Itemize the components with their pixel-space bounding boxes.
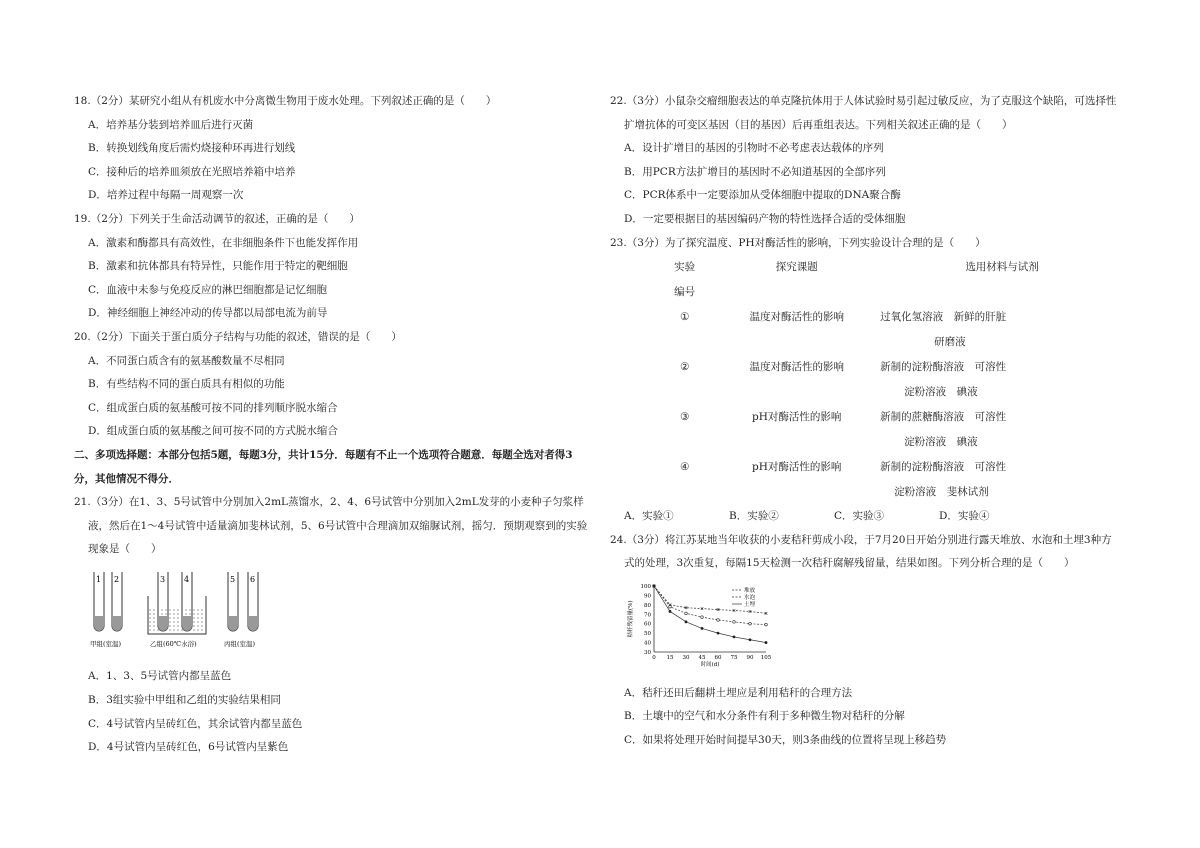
table-row-cont <box>650 330 1130 355</box>
tube-label-5: 5 <box>230 574 236 584</box>
q21-option-d: D．4号试管内呈砖红色，6号试管内呈紫色 <box>88 741 289 754</box>
tube-label-2: 2 <box>114 574 120 584</box>
data-point <box>749 622 752 625</box>
row4-materials-cont: 淀粉溶液 斐林试剂 <box>894 486 989 499</box>
data-point <box>669 610 672 613</box>
tube-1 <box>94 572 104 631</box>
tube-label-3: 3 <box>160 574 166 584</box>
header-no-sub: 编号 <box>674 286 696 299</box>
row3-materials-cont: 淀粉溶液 碘液 <box>904 436 978 449</box>
y-tick-label: 50 <box>644 631 651 638</box>
q19-option-a: A．激素和酶都具有高效性，在非细胞条件下也能发挥作用 <box>88 236 359 249</box>
x-tick-label: 105 <box>760 654 772 661</box>
group-label-3: 丙组(室温) <box>224 639 256 648</box>
water-bath <box>148 596 206 634</box>
q19-option-b: B．激素和抗体都具有特异性，只能作用于特定的靶细胞 <box>88 260 348 273</box>
data-point <box>733 635 736 638</box>
row1-topic: 温度对酶活性的影响 <box>749 311 844 324</box>
data-point <box>717 619 720 622</box>
row1-materials: 过氧化氢溶液 新鲜的肝脏 <box>880 311 1007 324</box>
row2-no: ② <box>679 361 690 374</box>
q18-option-d: D．培养过程中每隔一周观察一次 <box>88 189 244 202</box>
y-tick-label: 100 <box>640 583 651 590</box>
q24-stem-line2: 式的处理，3次重复，每隔15天检测一次秸秆腐解残留量，结果如图。下列分析合理的是（ ） <box>624 557 1075 570</box>
data-point <box>701 616 704 619</box>
data-point <box>653 585 656 588</box>
data-point <box>765 623 768 626</box>
q20-option-c: C．组成蛋白质的氨基酸可按不同的排列顺序脱水缩合 <box>88 401 338 414</box>
q23-experiment-table <box>650 255 1130 505</box>
row3-no: ③ <box>679 411 690 424</box>
q20-option-d: D．组成蛋白质的氨基酸之间可按不同的方式脱水缩合 <box>88 425 338 438</box>
y-tick-label: 40 <box>644 640 651 647</box>
q21-option-b: B．3组实验中甲组和乙组的实验结果相同 <box>88 694 281 707</box>
test-tube-diagram <box>88 568 288 650</box>
test-tube-figure <box>88 568 594 660</box>
q24-stem-line1: 24.（3分）将江苏某地当年收获的小麦秸秆剪成小段，于7月20日开始分别进行露天堆放、水泡和土埋3种方 <box>610 533 1112 546</box>
tube-label-1: 1 <box>96 574 102 584</box>
legend-label: 土埋 <box>744 601 756 608</box>
y-tick-label: 80 <box>644 602 651 609</box>
x-tick-label: 90 <box>746 654 754 661</box>
table-row-cont <box>650 380 1130 405</box>
q18-option-a: A．培养基分装到培养皿后进行灭菌 <box>88 118 254 131</box>
y-tick-label: 30 <box>644 649 651 656</box>
x-tick-label: 0 <box>652 654 656 661</box>
header-no: 实验 <box>674 261 696 274</box>
y-tick-label: 70 <box>644 612 651 619</box>
row1-no: ① <box>679 311 690 324</box>
legend-label: 堆放 <box>744 587 756 594</box>
section2-heading: 二、多项选择题：本部分包括5题，每题3分，共计15分．每题有不止一个选项符合题意．每题全选对者得3 <box>74 448 573 461</box>
table-row <box>650 305 1130 330</box>
q21-stem-line1: 21.（3分）在1、3、5号试管中分别加入2mL蒸馏水，2、4、6号试管中分别加入2mL发芽的小麦种子匀浆样 <box>74 496 584 509</box>
y-tick-label: 90 <box>644 593 651 600</box>
x-axis-label: 时间(d) <box>700 661 720 668</box>
q23-option-c: C．实验③ <box>834 510 885 523</box>
tube-5 <box>228 572 238 631</box>
data-point <box>765 641 768 644</box>
header-topic: 探究课题 <box>775 261 818 274</box>
x-tick-label: 75 <box>730 654 738 661</box>
q20-option-b: B．有些结构不同的蛋白质具有相似的功能 <box>88 378 285 391</box>
header-materials: 选用材料与试剂 <box>965 261 1039 274</box>
x-tick-label: 15 <box>666 654 674 661</box>
data-point <box>717 632 720 635</box>
data-point <box>749 638 752 641</box>
data-point <box>685 612 688 615</box>
x-tick-label: 45 <box>698 654 706 661</box>
group-label-1: 甲组(室温) <box>90 639 122 648</box>
q24-option-b: B．土壤中的空气和水分条件有利于多种微生物对秸秆的分解 <box>624 710 905 723</box>
tube-4 <box>182 572 192 631</box>
q24-chart <box>624 580 1130 678</box>
y-axis-label: 秸秆残留量(%) <box>628 600 634 638</box>
row4-no: ④ <box>679 461 690 474</box>
q19-stem: 19.（2分）下列关于生命活动调节的叙述，正确的是（ ） <box>74 212 360 225</box>
row4-topic: pH对酶活性的影响 <box>752 461 842 474</box>
row2-materials-cont: 淀粉溶液 碘液 <box>904 386 978 399</box>
q22-stem-line2: 扩增抗体的可变区基因（目的基因）后再重组表达。下列相关叙述正确的是（ ） <box>624 118 1013 131</box>
left-column <box>74 90 594 760</box>
row3-topic: pH对酶活性的影响 <box>752 411 842 424</box>
tube-label-6: 6 <box>250 574 256 584</box>
q21-stem-line2: 液，然后在1～4号试管中适量滴加斐林试剂，5、6号试管中合理滴加双缩脲试剂，摇匀．预期观察到的实验 <box>88 519 588 532</box>
table-row <box>650 455 1130 480</box>
residue-line-chart <box>624 580 784 668</box>
data-point <box>669 605 672 608</box>
q23-option-a: A．实验① <box>624 510 674 523</box>
q22-option-c: C．PCR体系中一定要添加从受体细胞中提取的DNA聚合酶 <box>624 189 901 202</box>
table-row-cont <box>650 430 1130 455</box>
table-header-row <box>650 255 1130 280</box>
q18-option-c: C．接种后的培养皿须放在光照培养箱中培养 <box>88 165 296 178</box>
tube-6 <box>248 572 258 631</box>
q18-stem: 18.（2分）某研究小组从有机废水中分离微生物用于废水处理。下列叙述正确的是（ ） <box>74 95 497 107</box>
row1-materials-cont: 研磨液 <box>934 336 966 349</box>
q23-options <box>624 505 1130 529</box>
row2-topic: 温度对酶活性的影响 <box>749 361 844 374</box>
data-point <box>701 627 704 630</box>
q21-stem-line3: 现象是（ ） <box>88 543 162 556</box>
tube-2 <box>112 572 122 631</box>
section2-heading-cont: 分，其他情况不得分． <box>74 472 179 485</box>
q20-stem: 20.（2分）下面关于蛋白质分子结构与功能的叙述，错误的是（ ） <box>74 330 402 343</box>
legend-label: 水泡 <box>744 594 756 601</box>
q22-stem-line1: 22.（3分）小鼠杂交瘤细胞表达的单克隆抗体用于人体试验时易引起过敏反应，为了克服这个缺陷，可选择性 <box>610 95 1117 107</box>
q19-option-d: D．神经细胞上神经冲动的传导都以局部电流为前导 <box>88 307 328 320</box>
q24-option-c: C．如果将处理开始时间提早30天，则3条曲线的位置将呈现上移趋势 <box>624 733 947 746</box>
row4-materials: 新制的淀粉酶溶液 可溶性 <box>880 461 1007 474</box>
right-column <box>610 90 1130 752</box>
table-header-sub-row <box>650 280 1130 305</box>
group-label-2: 乙组(60℃水浴) <box>150 639 197 648</box>
q22-option-d: D．一定要根据目的基因编码产物的特性选择合适的受体细胞 <box>624 212 906 225</box>
q21-option-c: C．4号试管内呈砖红色，其余试管内都呈蓝色 <box>88 717 303 730</box>
data-point <box>685 620 688 623</box>
q22-option-b: B．用PCR方法扩增目的基因时不必知道基因的全部序列 <box>624 165 886 178</box>
table-row <box>650 405 1130 430</box>
table-row <box>650 355 1130 380</box>
y-tick-label: 60 <box>644 621 651 628</box>
q24-option-a: A．秸秆还田后翻耕土埋应是利用秸秆的合理方法 <box>624 686 853 699</box>
x-tick-label: 30 <box>682 654 690 661</box>
x-tick-label: 60 <box>714 654 722 661</box>
q19-option-c: C．血液中未参与免疫反应的淋巴细胞都是记忆细胞 <box>88 283 328 296</box>
table-row-cont <box>650 480 1130 505</box>
q20-option-a: A．不同蛋白质含有的氨基酸数量不尽相同 <box>88 354 285 367</box>
q22-option-a: A．设计扩增目的基因的引物时不必考虑表达载体的序列 <box>624 142 884 155</box>
row3-materials: 新制的蔗糖酶溶液 可溶性 <box>880 411 1007 424</box>
q21-option-a: A．1、3、5号试管内都呈蓝色 <box>88 670 232 683</box>
tube-label-4: 4 <box>184 574 190 584</box>
q23-stem: 23.（3分）为了探究温度、PH对酶活性的影响，下列实验设计合理的是（ ） <box>610 236 986 249</box>
data-point <box>733 620 736 623</box>
tube-3 <box>158 572 168 631</box>
q18-option-b: B．转换划线角度后需灼烧接种环再进行划线 <box>88 142 296 155</box>
row2-materials: 新制的淀粉酶溶液 可溶性 <box>880 361 1007 374</box>
q23-option-d: D．实验④ <box>939 510 990 523</box>
q23-option-b: B．实验② <box>729 510 779 523</box>
